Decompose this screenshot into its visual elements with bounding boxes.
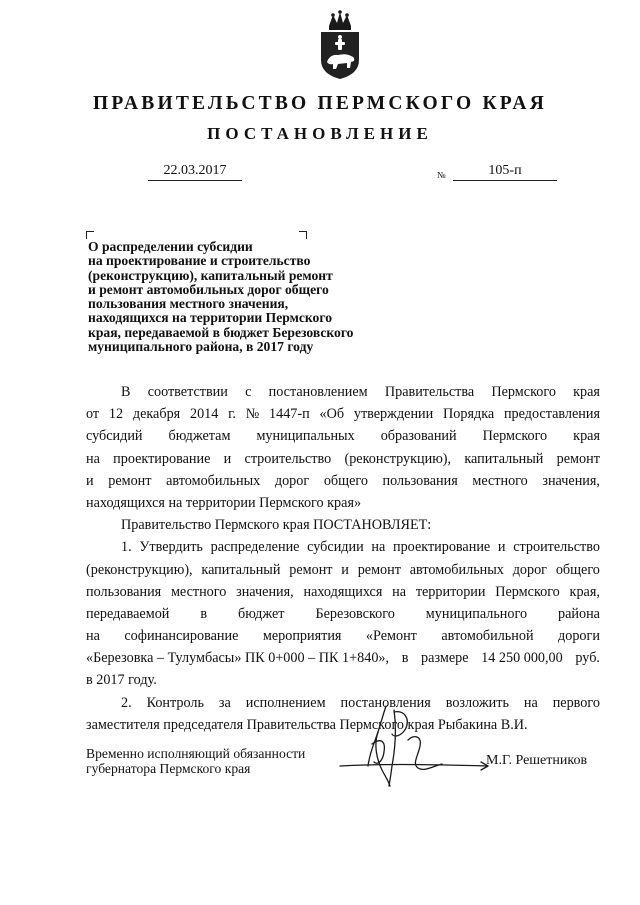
word: 14 250 000,00 [481,650,563,667]
word: первого [552,694,600,711]
word: ремонт [289,561,333,578]
word: Березовского [315,605,395,622]
subject-line: О распределении субсидии [88,239,253,254]
word: проектирование [113,450,211,467]
word: автомобильных [166,472,261,489]
word: софинансирование [124,628,239,645]
word: значения, [236,583,294,600]
word: бюджет [238,605,285,622]
item1-line [86,581,600,603]
word: ремонт [357,561,401,578]
word: ремонт [108,472,152,489]
subject-corner-right [299,231,307,239]
word: пользования [382,472,458,489]
word: (реконструкцию), [86,561,193,578]
word: постановлением [268,384,368,400]
word: передаваемой [86,605,170,622]
word: местного [170,583,227,600]
word: и [223,450,232,467]
word: Порядка [443,406,495,423]
word: 2. [121,694,132,711]
word: значения, [542,472,600,489]
signatory-position [86,747,305,776]
word: на [86,628,100,645]
word: от [86,406,100,423]
word: на [371,539,386,556]
word: соответствии [147,384,228,400]
word: постановления [340,694,431,711]
government-title: ПРАВИТЕЛЬСТВО ПЕРМСКОГО КРАЯ [93,93,547,114]
word: «Об [319,406,345,423]
word: размере [421,650,469,667]
item2-line: заместителя председателя Правительства Пермского края Рыбакина В.И. [86,716,528,733]
signatory-position-line: губернатора Пермского края [86,760,251,776]
word: образований [380,428,457,445]
preamble-line [86,425,600,447]
document-subject [88,240,408,354]
word: муниципального [425,605,528,622]
word: строительство [513,539,600,556]
word: Пермского [495,583,560,600]
word: субсидий [86,428,143,445]
word: общего [555,561,600,578]
subject-line: пользования местного значения, [88,296,289,312]
word: распределение [210,539,300,556]
word: декабря [132,406,181,423]
word: дорог [512,561,548,578]
handwritten-signature [338,704,498,790]
word: Контроль [146,694,204,711]
word: общего [323,472,368,489]
item1-line [86,559,600,581]
word: края [573,428,600,445]
word: Утвердить [139,539,203,556]
document-body [86,381,600,736]
document-date: 22.03.2017 [148,163,242,181]
document-number: 105-п [453,163,557,181]
resolution-statement: Правительство Пермского края ПОСТАНОВЛЯЕТ: [121,517,432,534]
document-type: ПОСТАНОВЛЕНИЕ [207,124,433,143]
word: и [497,539,506,556]
word: на [86,450,100,467]
word: на [392,583,407,600]
word: утверждении [353,406,434,423]
word: и [86,472,94,489]
item1-line [86,536,600,558]
subject-line: находящихся на территории Пермского [88,310,332,326]
word: в [401,650,409,667]
word: Пермского [491,384,556,400]
subject-line: и ремонт автомобильных дорог общего [88,281,329,297]
word: края [573,384,600,400]
word: субсидии [307,539,364,556]
subject-line: муниципального района, в 2017 году [88,339,314,355]
word: муниципальных [256,428,355,445]
word: на [523,694,538,711]
preamble-line: находящихся на территории Пермского края» [86,494,362,511]
word: за [218,694,231,711]
word: дороги [558,628,600,645]
word: капитальный [201,561,281,578]
word: исполнением [245,694,326,711]
word: мероприятия [262,628,342,645]
item1-line [86,647,600,669]
word: проектирование [392,539,491,556]
word: автомобильной [441,628,534,645]
word: бюджетам [168,428,231,445]
word: пользования [86,583,162,600]
subject-line: на проектирование и строительство [88,253,311,269]
word: края, [569,583,600,600]
word: автомобильных [409,561,504,578]
word: местного [472,472,528,489]
word: строительство [244,450,332,467]
word: В [121,384,131,400]
number-label: № [437,170,446,180]
word: Правительства [384,384,475,400]
word: Пермского [482,428,548,445]
item1-line [86,603,600,625]
signatory-position-line: Временно исполняющий обязанности [86,746,306,761]
signatory-name: М.Г. Решетников [486,753,588,768]
word: и [341,561,349,578]
word: г. [228,406,236,423]
word: «Березовка – Тулумбасы» ПК 0+000 – ПК 1+840», [86,650,390,667]
word: района [558,605,600,622]
item1-line: в 2017 году. [86,672,157,689]
preamble-line [86,470,600,492]
word: 2014 [189,406,219,423]
word: территории [415,583,486,600]
preamble-line [86,381,600,403]
word: находящихся [303,583,383,600]
coat-of-arms-emblem [316,10,364,80]
word: 12 [108,406,124,423]
word: ремонт [556,450,600,467]
word: в [200,605,208,622]
word: возложить [445,694,509,711]
word: капитальный [464,450,544,467]
subject-line: края, передаваемой в бюджет Березовского [88,324,354,340]
word: 1447-п [269,406,310,423]
word: руб. [575,650,600,667]
preamble-line [86,403,600,425]
subject-corner-left [86,231,94,239]
word: «Ремонт [365,628,417,645]
word: (реконструкцию), [344,450,452,467]
word: № [245,406,260,423]
word: дорог [274,472,310,489]
word: с [245,384,252,400]
subject-line: (реконструкцию), капитальный ремонт [88,267,333,283]
item1-line [86,625,600,647]
word: 1. [121,539,132,556]
preamble-line [86,448,600,470]
word: предоставления [503,406,600,423]
